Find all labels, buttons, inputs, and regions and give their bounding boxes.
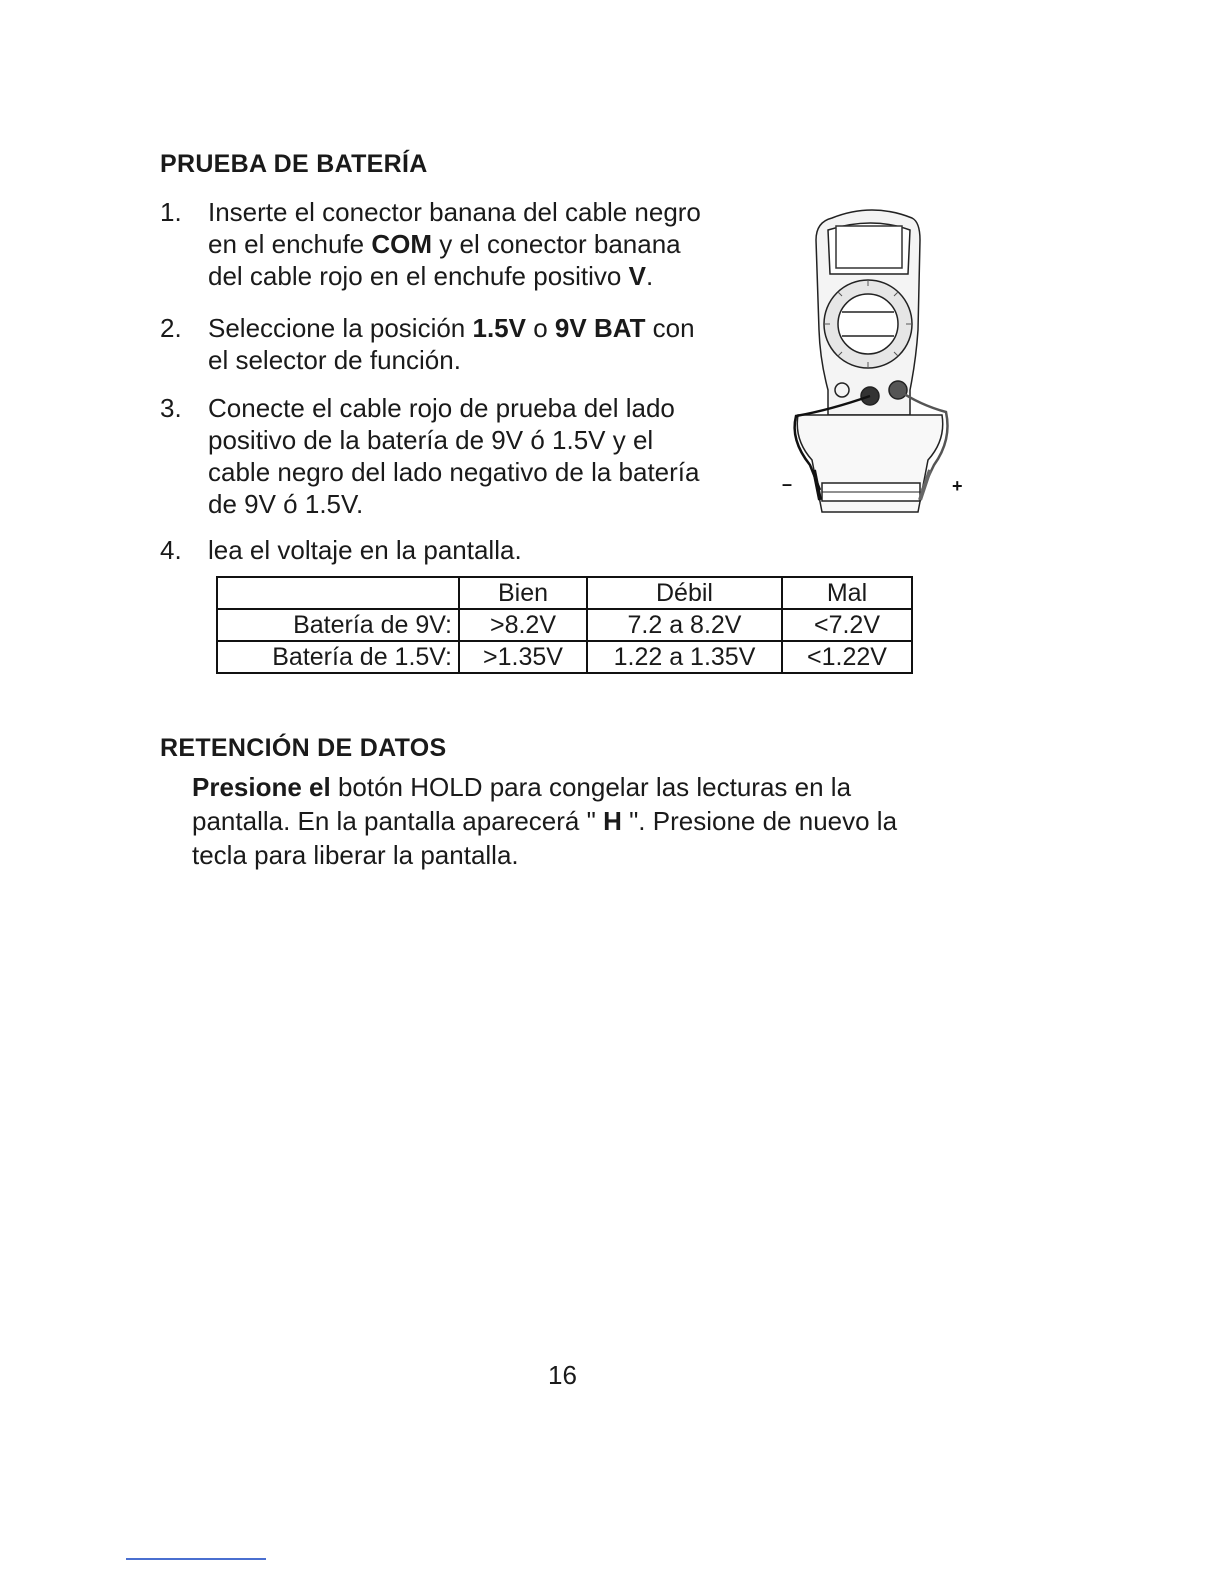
step-line: positivo de la batería de 9V ó 1.5V y el [208,425,654,455]
table-cell: 1.22 a 1.35V [587,641,782,673]
table-row-label: Batería de 9V: [217,609,459,641]
table-header-row [217,577,912,609]
multimeter-battery-illustration [770,200,970,530]
footer-rule [126,1558,266,1560]
step-line: Inserte el conector banana del cable negro [208,197,701,227]
table-cell: >1.35V [459,641,587,673]
step-number: 3. [160,393,182,423]
step-line: Conecte el cable rojo de prueba del lado [208,393,675,423]
table-header-cell: Mal [782,577,912,609]
section-title-data-hold: RETENCIÓN DE DATOS [160,734,447,762]
table-row [217,609,912,641]
negative-terminal-label: – [782,474,793,494]
table-cell: >8.2V [459,609,587,641]
multimeter-icon [770,200,970,530]
table-cell: 7.2 a 8.2V [587,609,782,641]
step-line: cable negro del lado negativo de la batería [208,457,700,487]
section-title-battery-test: PRUEBA DE BATERÍA [160,150,428,178]
table-cell: <1.22V [782,641,912,673]
table-header-cell [217,577,459,609]
step-line: de 9V ó 1.5V. [208,489,364,519]
step-4 [160,534,760,566]
step-1 [160,196,760,292]
table-header-cell: Débil [587,577,782,609]
v-jack-label: V [628,261,646,291]
step-line: el selector de función. [208,345,461,375]
step-number: 1. [160,197,182,227]
hold-symbol: H [603,806,622,836]
setting-9v-bat: 9V BAT [554,313,646,343]
step-line: Seleccione la posición 1.5V o 9V BAT con [208,313,695,343]
step-number: 2. [160,313,182,343]
step-3 [160,392,760,520]
step-line: en el enchufe COM y el conector banana [208,229,681,259]
press-emphasis: Presione el [192,772,331,802]
page-number: 16 [548,1360,577,1390]
positive-terminal-label: + [952,476,963,496]
table-header-cell: Bien [459,577,587,609]
table-row-label: Batería de 1.5V: [217,641,459,673]
step-line: lea el voltaje en la pantalla. [208,535,522,565]
battery-voltage-table [216,576,913,674]
paragraph-line: Presione el botón HOLD para congelar las lecturas en la [192,772,852,802]
step-2 [160,312,760,376]
step-number: 4. [160,535,182,565]
data-hold-paragraph [192,770,992,872]
table-row [217,641,912,673]
paragraph-line: pantalla. En la pantalla aparecerá " H ". Presione de nuevo la [192,806,898,836]
paragraph-line: tecla para liberar la pantalla. [192,840,519,870]
com-jack-label: COM [371,229,433,259]
setting-1-5v: 1.5V [472,313,526,343]
step-line: del cable rojo en el enchufe positivo V. [208,261,654,291]
table-cell: <7.2V [782,609,912,641]
